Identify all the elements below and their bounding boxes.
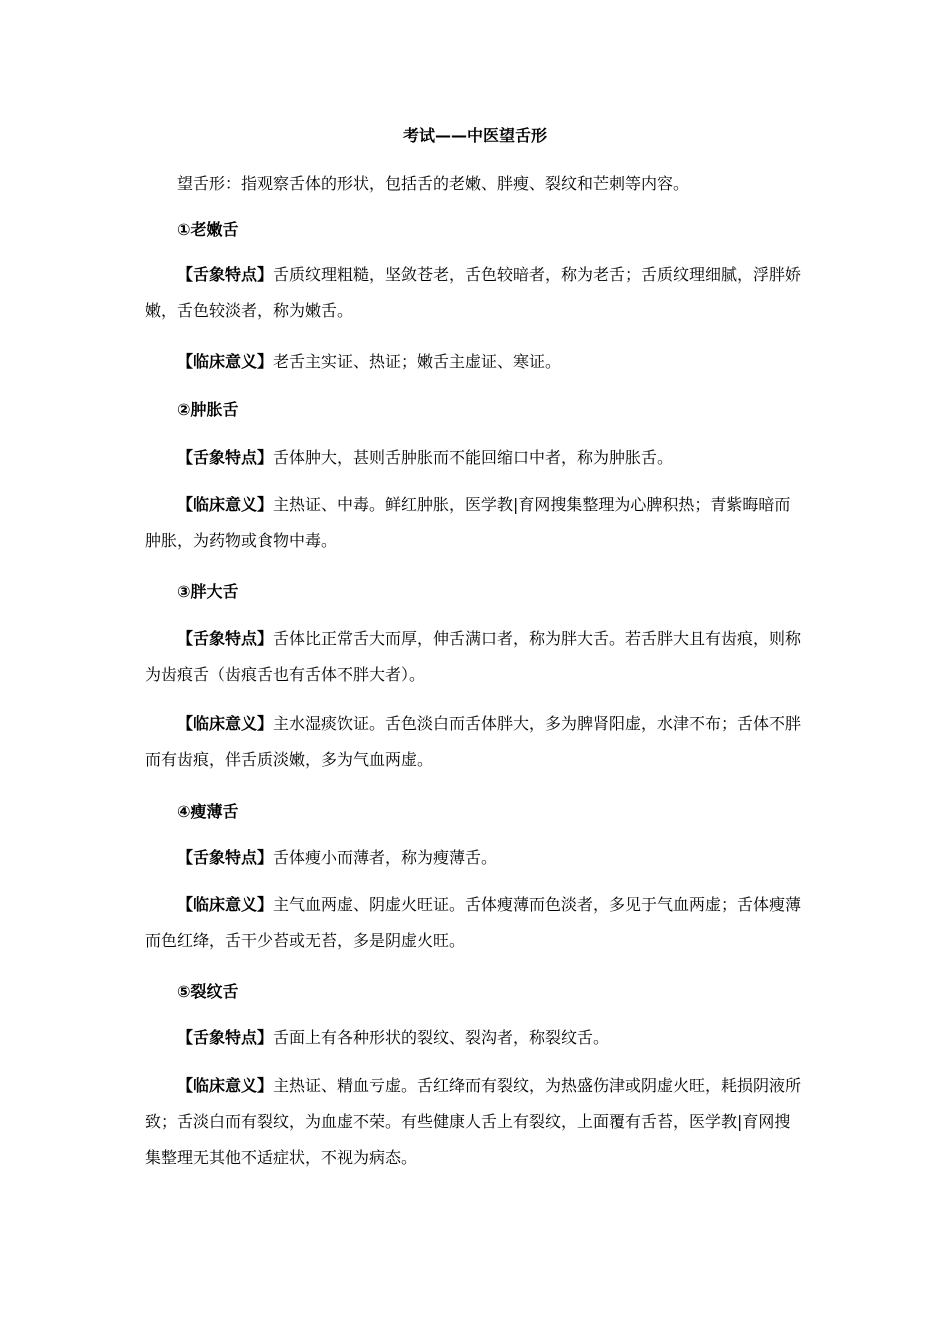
intro-paragraph [145,166,805,202]
meaning-text: 主水湿痰饮证。舌色淡白而舌体胖大，多为脾肾阳虚，水津不布；舌体不胖而有齿痕，伴舌质淡嫩，多为气血两虚。 [145,714,802,769]
feature-label: 【舌象特点】 [177,848,274,867]
feature-label: 【舌象特点】 [177,265,274,284]
section-1-feature [145,257,805,329]
feature-label: 【舌象特点】 [177,448,274,467]
meaning-label: 【临床意义】 [177,495,274,514]
feature-text: 舌质纹理粗糙，坚敛苍老，舌色较暗者，称为老舌；舌质纹理细腻，浮胖娇嫩，舌色较淡者，称为嫩舌。 [145,265,802,320]
meaning-label: 【临床意义】 [177,895,274,914]
feature-text: 舌体比正常舌大而厚，伸舌满口者，称为胖大舌。若舌胖大且有齿痕，则称为齿痕舌（齿痕舌也有舌体不胖大者）。 [145,629,802,684]
section-2-meaning [145,487,805,559]
section-5-meaning [145,1068,805,1176]
meaning-text: 主热证、精血亏虚。舌红绛而有裂纹，为热盛伤津或阴虚火旺，耗损阴液所致；舌淡白而有裂纹，为血虚不荣。有些健康人舌上有裂纹，上面覆有舌苔，医学教|育网搜集整理无其他不适症状，不视为病态。 [145,1076,802,1167]
section-2-feature [145,440,805,476]
section-heading-3: ③胖大舌 [177,582,239,601]
intro-text: 望舌形：指观察舌体的形状，包括舌的老嫩、胖瘦、裂纹和芒刺等内容。 [177,174,690,193]
meaning-text: 主气血两虚、阴虚火旺证。舌体瘦薄而色淡者，多见于气血两虚；舌体瘦薄而色红绛，舌干少苔或无苔，多是阴虚火旺。 [145,895,802,950]
section-3-meaning [145,706,805,778]
section-heading-5: ⑤裂纹舌 [177,982,239,1001]
feature-text: 舌体肿大，甚则舌肿胀而不能回缩口中者，称为肿胀舌。 [273,448,674,467]
section-3-feature [145,621,805,693]
section-5-feature [145,1020,805,1056]
meaning-label: 【临床意义】 [177,1076,274,1095]
meaning-text: 主热证、中毒。鲜红肿胀，医学教|育网搜集整理为心脾积热；青紫晦暗而肿胀，为药物或食物中毒。 [145,495,791,550]
meaning-text: 老舌主实证、热证；嫩舌主虚证、寒证。 [273,352,562,371]
meaning-label: 【临床意义】 [177,352,274,371]
section-1-meaning [145,344,805,380]
section-heading-4: ④瘦薄舌 [177,802,239,821]
meaning-label: 【临床意义】 [177,714,274,733]
section-heading-2: ②肿胀舌 [177,400,239,419]
feature-text: 舌面上有各种形状的裂纹、裂沟者，称裂纹舌。 [273,1028,610,1047]
section-4-feature [145,840,805,876]
feature-label: 【舌象特点】 [177,629,274,648]
section-4-meaning [145,887,805,959]
feature-label: 【舌象特点】 [177,1028,274,1047]
page-title: 考试——中医望舌形 [402,126,547,145]
feature-text: 舌体瘦小而薄者，称为瘦薄舌。 [273,848,498,867]
section-heading-1: ①老嫩舌 [177,220,239,239]
